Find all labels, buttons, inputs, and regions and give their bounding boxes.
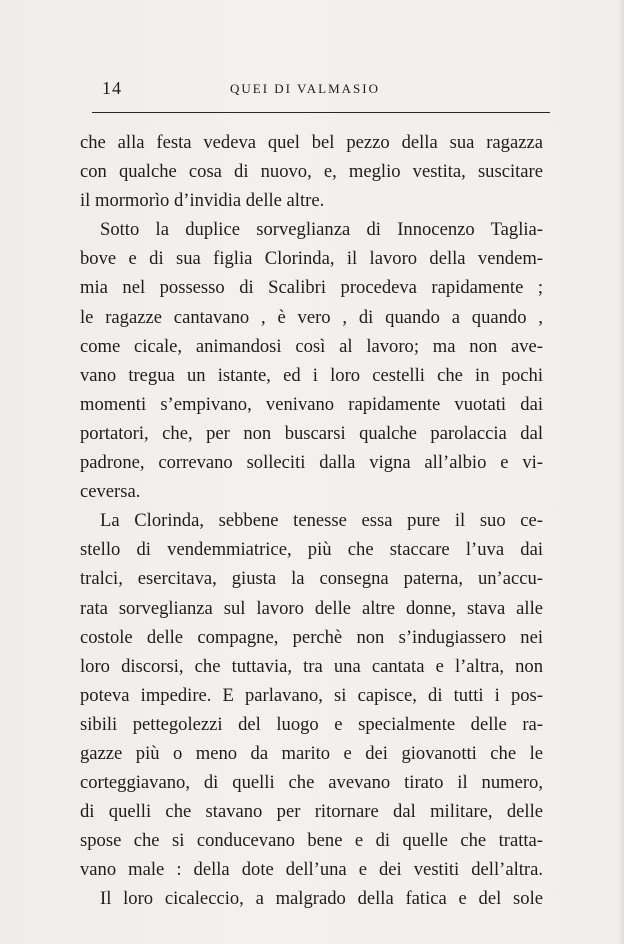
text-line: stello di vendemmiatrice, più che staccare l’uva dai bbox=[80, 539, 543, 561]
page-header bbox=[80, 74, 548, 104]
text-line: padrone, correvano solleciti dalla vigna all’albio e vi- bbox=[80, 452, 543, 474]
text-line: mia nel possesso di Scalibri procedeva rapidamente ; bbox=[80, 277, 543, 299]
text-line: vano male : della dote dell’una e dei vestiti dell’altra. bbox=[80, 859, 543, 881]
text-line: spose che si conducevano bene e di quelle che tratta- bbox=[80, 830, 543, 852]
text-line: corteggiavano, di quelli che avevano tirato il numero, bbox=[80, 772, 543, 794]
body-text bbox=[80, 128, 543, 914]
text-line: con qualche cosa di nuovo, e, meglio vestita, suscitare bbox=[80, 161, 543, 183]
text-line: momenti s’empivano, venivano rapidamente vuotati dai bbox=[80, 393, 543, 415]
page-number: 14 bbox=[102, 78, 122, 98]
page-edge-shadow bbox=[618, 0, 624, 944]
text-line: costole delle compagne, perchè non s’indugiassero nei bbox=[80, 626, 543, 648]
text-line: sibili pettegolezzi del luogo e specialmente delle ra- bbox=[80, 713, 543, 735]
paragraph-first-line: Sotto la duplice sorveglianza di Innocenzo Taglia- bbox=[100, 219, 543, 241]
text-line: il mormorìo d’invidia delle altre. bbox=[80, 190, 325, 212]
text-line: tralci, esercitava, giusta la consegna paterna, un’accu- bbox=[80, 568, 543, 590]
text-line: portatori, che, per non buscarsi qualche parolaccia dal bbox=[80, 422, 543, 444]
text-line: loro discorsi, che tuttavia, tra una cantata e l’altra, non bbox=[80, 655, 543, 677]
text-line: come cicale, animandosi così al lavoro; ma non ave- bbox=[80, 335, 543, 357]
header-rule bbox=[92, 112, 550, 113]
text-line: le ragazze cantavano , è vero , di quando a quando , bbox=[80, 306, 543, 328]
paragraph-first-line: La Clorinda, sebbene tenesse essa pure il suo ce- bbox=[100, 510, 543, 532]
text-line: di quelli che stavano per ritornare dal militare, delle bbox=[80, 801, 543, 823]
paragraph-first-line: Il loro cicaleccio, a malgrado della fatica e del sole bbox=[100, 888, 543, 910]
text-line: poteva impedire. E parlavano, si capisce, di tutti i pos- bbox=[80, 684, 543, 706]
running-title: QUEI DI VALMASIO bbox=[230, 81, 380, 96]
text-line: che alla festa vedeva quel bel pezzo della sua ragazza bbox=[80, 132, 543, 153]
text-line: rata sorveglianza sul lavoro delle altre donne, stava alle bbox=[80, 597, 543, 619]
text-line: bove e di sua figlia Clorinda, il lavoro della vendem- bbox=[80, 248, 543, 270]
text-line: vano tregua un istante, ed i loro cestelli che in pochi bbox=[80, 364, 543, 386]
text-line: gazze più o meno da marito e dei giovanotti che le bbox=[80, 742, 543, 764]
text-line: ceversa. bbox=[80, 481, 141, 503]
